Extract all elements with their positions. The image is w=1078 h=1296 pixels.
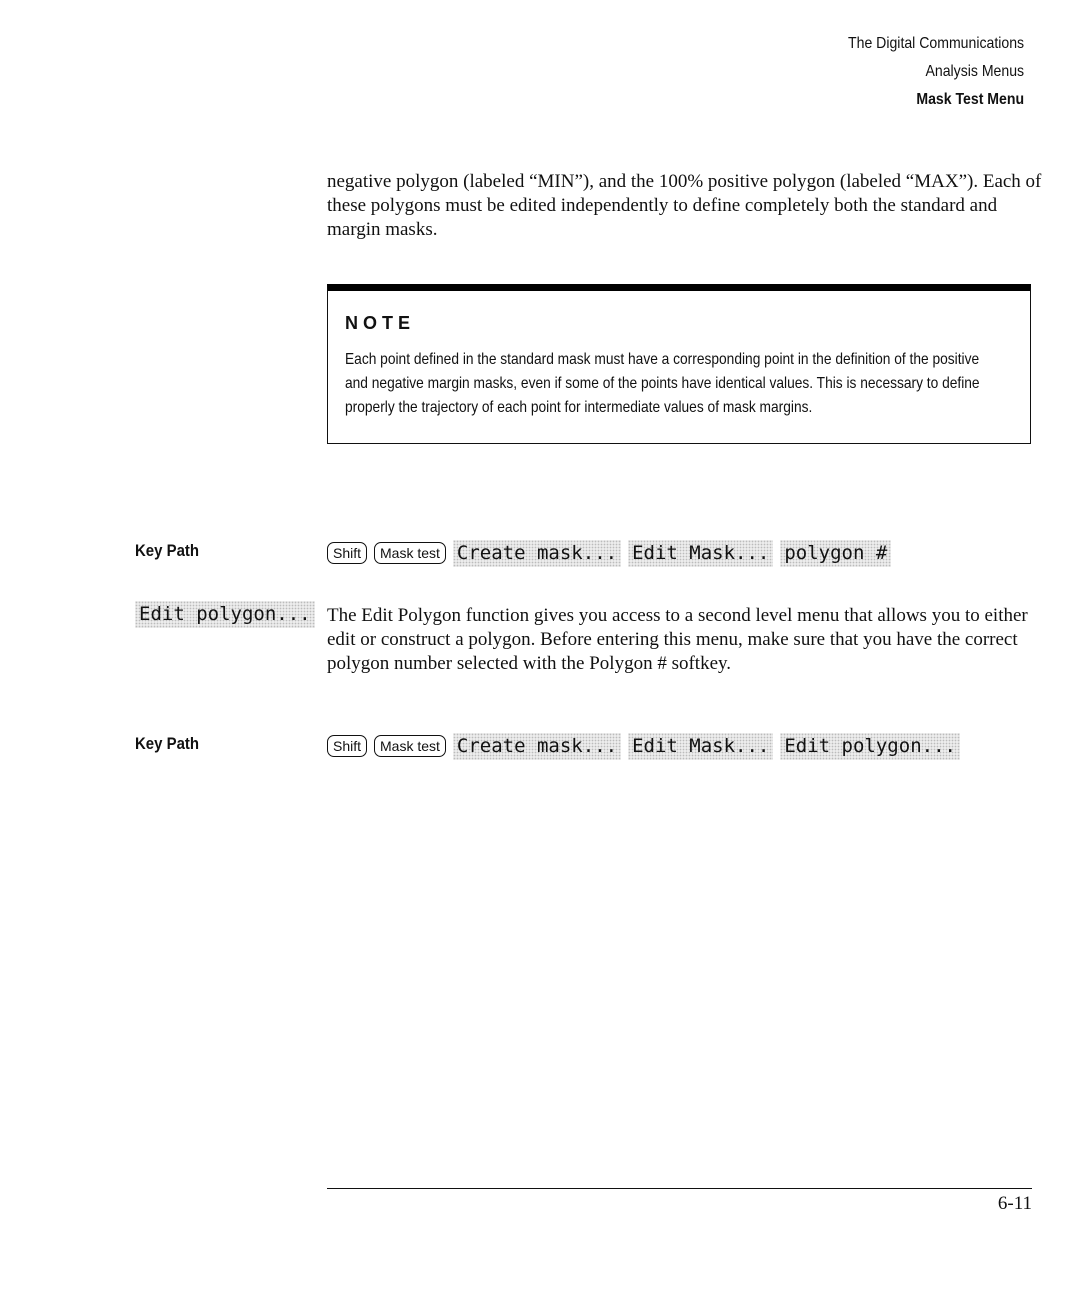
header-chapter-title: The Digital Communications: [847, 35, 1024, 52]
create-mask-softkey[interactable]: Create mask...: [453, 540, 621, 567]
polygon-number-softkey[interactable]: polygon #: [780, 540, 891, 567]
shift-hardkey[interactable]: Shift: [327, 542, 367, 564]
create-mask-softkey[interactable]: Create mask...: [453, 733, 621, 760]
key-path-sequence: [327, 732, 960, 760]
page-number: 6-11: [997, 1193, 1032, 1214]
footer-rule: [327, 1188, 1032, 1189]
header-section-title: Mask Test Menu: [916, 91, 1024, 108]
note-body: Each point defined in the standard mask must have a corresponding point in the definition of the positive and negative margin masks, even if some of the points have identical values. This is necessary to define properly the trajectory of each point for intermediate values of mask margins.: [345, 351, 980, 416]
edit-mask-softkey[interactable]: Edit Mask...: [628, 540, 773, 567]
edit-polygon-description: The Edit Polygon function gives you access to a second level menu that allows you to either edit or construct a polygon. Before entering this menu, make sure that you have the correct polygon number selected with the Polygon # softkey.: [327, 605, 1028, 674]
edit-polygon-softkey[interactable]: Edit polygon...: [780, 733, 960, 760]
running-header: [848, 30, 1024, 114]
intro-paragraph: negative polygon (labeled “MIN”), and the 100% positive polygon (labeled “MAX”). Each of these polygons must be edited independently to define completely both the standard and margin masks.: [327, 171, 1042, 240]
mask-test-hardkey[interactable]: Mask test: [374, 542, 446, 564]
edit-mask-softkey[interactable]: Edit Mask...: [628, 733, 773, 760]
note-box: [327, 284, 1031, 444]
key-path-label: Key Path: [135, 541, 200, 560]
header-chapter-subtitle: Analysis Menus: [925, 63, 1024, 80]
mask-test-hardkey[interactable]: Mask test: [374, 735, 446, 757]
edit-polygon-softkey[interactable]: Edit polygon...: [135, 601, 315, 628]
shift-hardkey[interactable]: Shift: [327, 735, 367, 757]
key-path-label: Key Path: [135, 734, 200, 753]
note-title: NOTE: [345, 313, 416, 333]
key-path-sequence: [327, 539, 891, 567]
